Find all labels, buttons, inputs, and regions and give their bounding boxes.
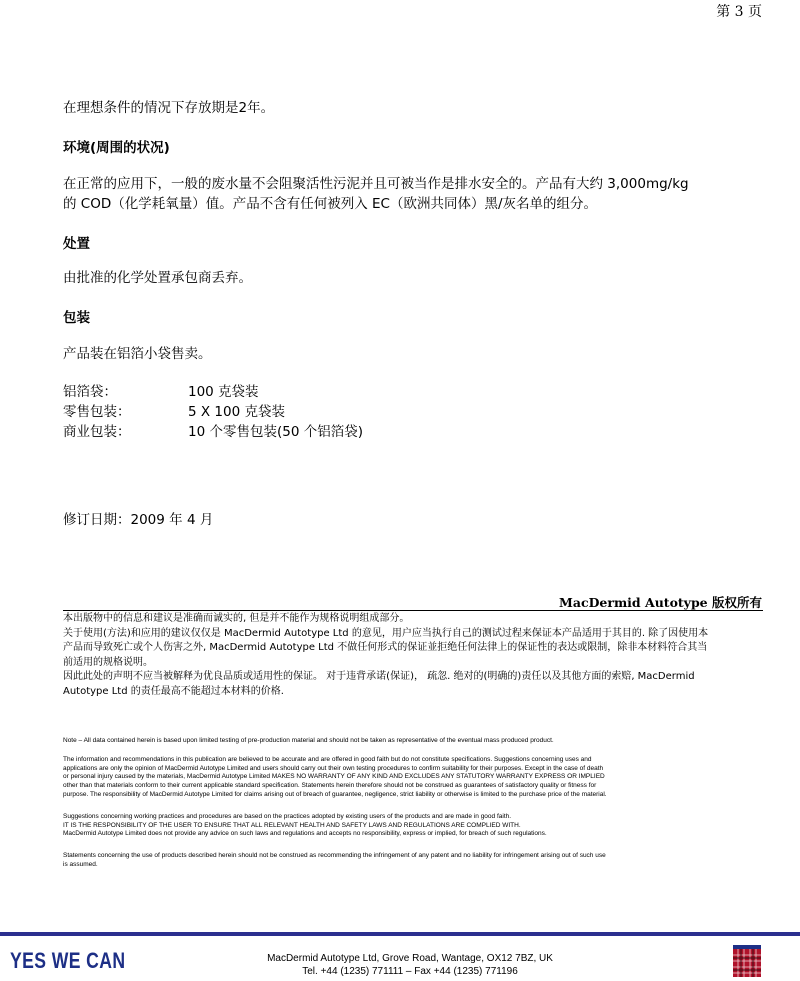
disposal-heading: 处置	[63, 236, 90, 252]
packaging-heading: 包装	[63, 310, 90, 326]
yes-we-can-logo: YES WE CAN	[10, 948, 126, 973]
fine-print-line: other than that materials conform to their current applicable standard specification. Statements herein therefore should not be construed as guarantees of satisfactory quality or fitness for	[63, 782, 597, 790]
fine-print-info	[63, 756, 763, 800]
disclaimer-line: 本出版物中的信息和建议是准确而诚实的, 但是并不能作为规格说明组成部分。	[63, 613, 410, 624]
fine-print-line: Statements concerning the use of products described herein should not be construed as recommending the infringement of any patent and no liability for infringement arising out of such use	[63, 852, 606, 859]
divider	[63, 610, 763, 611]
footer-band	[0, 932, 800, 936]
disclaimer-line: 产品而导致死亡或个人伤害之外, MacDermid Autotype Ltd 不做任何形式的保证並拒绝任何法律上的保证性的表达或限制，除非本材料符合其当	[63, 642, 708, 653]
tartan-logo-icon	[733, 945, 761, 977]
disclaimer-line: 关于使用(方法)和应用的建议仅仅是 MacDermid Autotype Ltd 的意见，用户应当执行自己的测试过程来保证本产品适用于其目的. 除了因使用本	[63, 627, 709, 639]
disclaimer-line: 前适用的规格说明。	[63, 656, 153, 668]
packaging-row-value: 5 X 100 克袋装	[188, 404, 285, 420]
disposal-text: 由批准的化学处置承包商丢弃。	[63, 270, 252, 286]
environment-line-1: 在正常的应用下，一般的废水量不会阻聚活性污泥并且可被当作是排水安全的。产品有大约 3,000mg/kg	[63, 176, 689, 192]
page-number: 第 3 页	[716, 4, 762, 20]
packaging-row-label: 铝箔袋：	[63, 384, 117, 400]
fine-print-note: Note – All data contained herein is based upon limited testing of pre-production material and should not be taken as representative of the eventual mass produced product.	[63, 737, 554, 744]
storage-text: 在理想条件的情况下存放期是2年。	[63, 100, 275, 116]
fine-print-line: purpose. The responsibility of MacDermid Autotype Limited for claims arising out of breach of guarantee, negligence, strict liability or otherwise is limited to the purchase price of the material.	[63, 790, 607, 798]
packaging-text: 产品装在铝箔小袋售卖。	[63, 346, 212, 362]
fine-print-line: MacDermid Autotype Limited does not provide any advice on such laws and regulations and accepts no responsibility, express or implied, for breach of such regulations.	[63, 830, 547, 838]
copyright-notice: MacDermid Autotype 版权所有	[559, 595, 762, 610]
footer-contact: Tel. +44 (1235) 771111 – Fax +44 (1235) 771196	[302, 966, 518, 977]
revision-date: 修订日期：2009 年 4 月	[63, 512, 214, 528]
fine-print-line: The information and recommendations in this publication are believed to be accurate and are offered in good faith but do not constitute specifications. Suggestions concerning uses and	[63, 756, 592, 763]
packaging-row-value: 10 个零售包装(50 个铝箔袋)	[188, 424, 363, 440]
fine-print-line: or personal injury caused by the materials, MacDermid Autotype Limited MAKES NO WARRANTY OF ANY KIND AND EXCLUDES ANY STATUTORY WARRANTY EXPRESS OR IMPLIED	[63, 773, 605, 781]
disclaimer-cn	[63, 612, 763, 699]
fine-print-line: is assumed.	[63, 860, 98, 868]
fine-print-patents	[63, 852, 763, 869]
fine-print-line: applications are only the opinion of MacDermid Autotype Limited and users should carry out their own testing procedures to confirm suitability for their purposes. Except in the case of death	[63, 764, 604, 772]
packaging-row-value: 100 克袋装	[188, 384, 259, 400]
fine-print-line: IT IS THE RESPONSIBILITY OF THE USER TO ENSURE THAT ALL RELEVANT HEALTH AND SAFETY LAWS AND REGULATIONS ARE COMPLIED WITH.	[63, 821, 521, 829]
environment-heading: 环境(周围的状况)	[63, 140, 170, 156]
disclaimer-line: Autotype Ltd 的责任最高不能超过本材料的价格.	[63, 685, 284, 697]
environment-line-2: 的 COD（化学耗氧量）值。产品不含有任何被列入 EC（欧洲共同体）黑/灰名单的组分。	[63, 196, 598, 212]
disclaimer-line: 因此此处的声明不应当被解释为优良品质或适用性的保证。 对于违背承诺(保证)， 疏忽. 绝对的(明确的)责任以及其他方面的索赔, MacDermid	[63, 671, 695, 682]
fine-print-practices	[63, 813, 763, 839]
packaging-row-label: 商业包装：	[63, 424, 131, 440]
packaging-row-label: 零售包装：	[63, 404, 131, 420]
fine-print-line: Suggestions concerning working practices and procedures are based on the practices adopted by existing users of the products and are made in good faith.	[63, 813, 512, 820]
footer-address: MacDermid Autotype Ltd, Grove Road, Wantage, OX12 7BZ, UK	[267, 953, 553, 964]
